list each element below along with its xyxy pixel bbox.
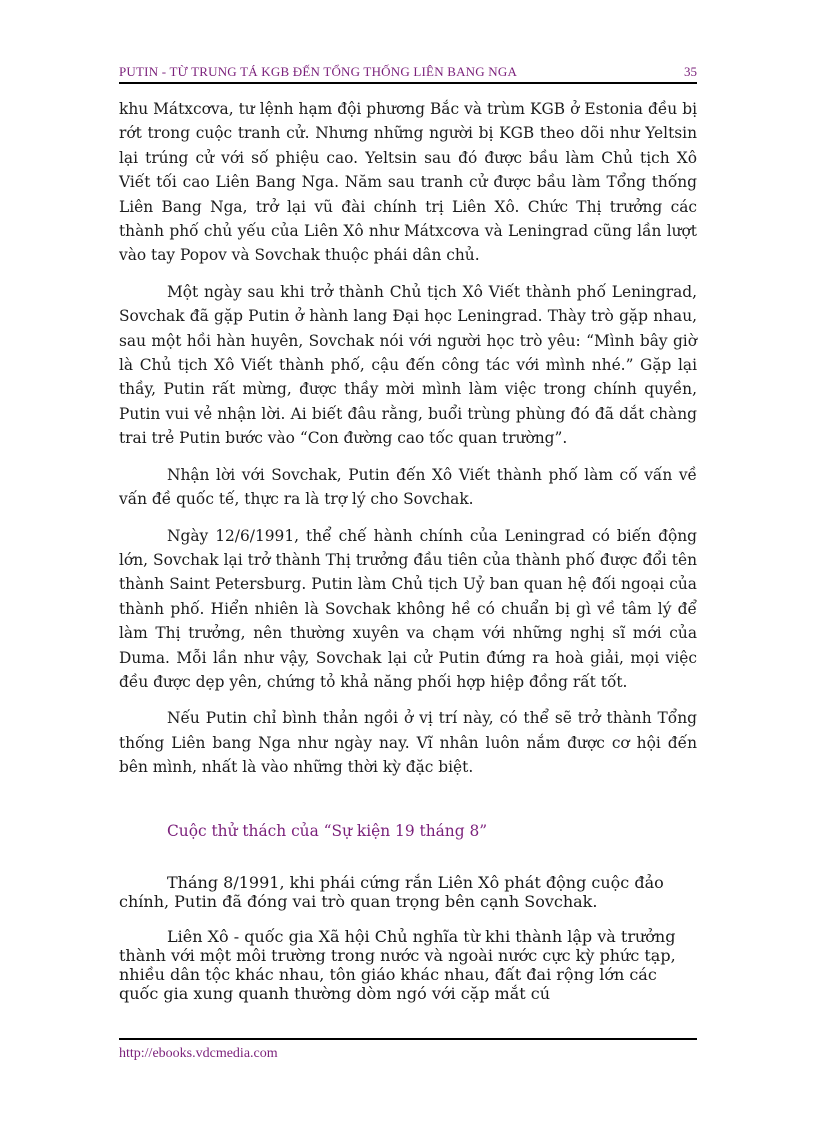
paragraph: Một ngày sau khi trở thành Chủ tịch Xô Viết thành phố Leningrad, Sovchak đã gặp Putin ở hành lang Đại học Leningrad. Thày trò gặp nhau, sau một hồi hàn huyên, Sovchak nói với người học trò yêu: “Mình bây giờ là Chủ tịch Xô Viết thành phố, cậu đến công tác với mình nhé.” Gặp lại thầy, Putin rất mừng, được thầy mời mình làm việc trong chính quyền, Putin vui vẻ nhận lời. Ai biết đâu rằng, buổi trùng phùng đó đã dắt chàng trai trẻ Putin bước vào “Con đường cao tốc quan trường”. xyxy=(119,282,697,448)
paragraph: Tháng 8/1991, khi phái cứng rắn Liên Xô phát động cuộc đảo chính, Putin đã đóng vai trò quan trọng bên cạnh Sovchak. xyxy=(119,873,664,911)
paragraph: Liên Xô - quốc gia Xã hội Chủ nghĩa từ khi thành lập và trưởng thành với một môi trường trong nước và ngoài nước cực kỳ phức tạp, nhiều dân tộc khác nhau, tôn giáo khác nhau, đất đai rộng lớn các quốc gia xung quanh thường dòm ngó với cặp mắt cú xyxy=(119,927,676,1003)
paragraph: Nhận lời với Sovchak, Putin đến Xô Viết thành phố làm cố vấn về vấn đề quốc tế, thực ra là trợ lý cho Sovchak. xyxy=(119,465,697,509)
section-text xyxy=(119,857,697,1019)
page-number: 35 xyxy=(684,64,697,79)
running-header-title: PUTIN - TỪ TRUNG TÁ KGB ĐẾN TỔNG THỐNG LIÊN BANG NGA xyxy=(119,64,518,79)
paragraph: Ngày 12/6/1991, thể chế hành chính của Leningrad có biến động lớn, Sovchak lại trở thành Thị trưởng đầu tiên của thành phố được đổi tên thành Saint Petersburg. Putin làm Chủ tịch Uỷ ban quan hệ đối ngoại của thành phố. Hiển nhiên là Sovchak không hề có chuẩn bị gì về tâm lý để làm Thị trưởng, nên thường xuyên va chạm với những nghị sĩ mới của Duma. Mỗi lần như vậy, Sovchak lại cử Putin đứng ra hoà giải, mọi việc đều được dẹp yên, chứng tỏ khả năng phối hợp hiệp đồng rất tốt. xyxy=(119,526,697,691)
section-heading: Cuộc thử thách của “Sự kiện 19 tháng 8” xyxy=(167,822,488,840)
footer-link[interactable]: http://ebooks.vdcmedia.com xyxy=(119,1046,278,1061)
footer-divider xyxy=(119,1038,697,1040)
header-divider xyxy=(119,82,697,84)
paragraph-continued: khu Mátxcơva, tư lệnh hạm đội phương Bắc và trùm KGB ở Estonia đều bị rớt trong cuộc tranh cử. Nhưng những người bị KGB theo dõi như Yeltsin lại trúng cử với số phiệu cao. Yeltsin sau đó được bầu làm Chủ tịch Xô Viết tối cao Liên Bang Nga. Năm sau tranh cử được bầu làm Tổng thống Liên Bang Nga, trở lại vũ đài chính trị Liên Xô. Chức Thị trưởng các thành phố chủ yếu của Liên Xô như Mátxcơva và Leningrad cũng lần lượt vào tay Popov và Sovchak thuộc phái dân chủ. xyxy=(119,100,697,265)
paragraph: Nếu Putin chỉ bình thản ngồi ở vị trí này, có thể sẽ trở thành Tổng thống Liên bang Nga như ngày nay. Vĩ nhân luôn nắm được cơ hội đến bên mình, nhất là vào những thời kỳ đặc biệt. xyxy=(119,709,697,777)
running-header xyxy=(119,60,697,84)
main-text xyxy=(119,97,697,780)
